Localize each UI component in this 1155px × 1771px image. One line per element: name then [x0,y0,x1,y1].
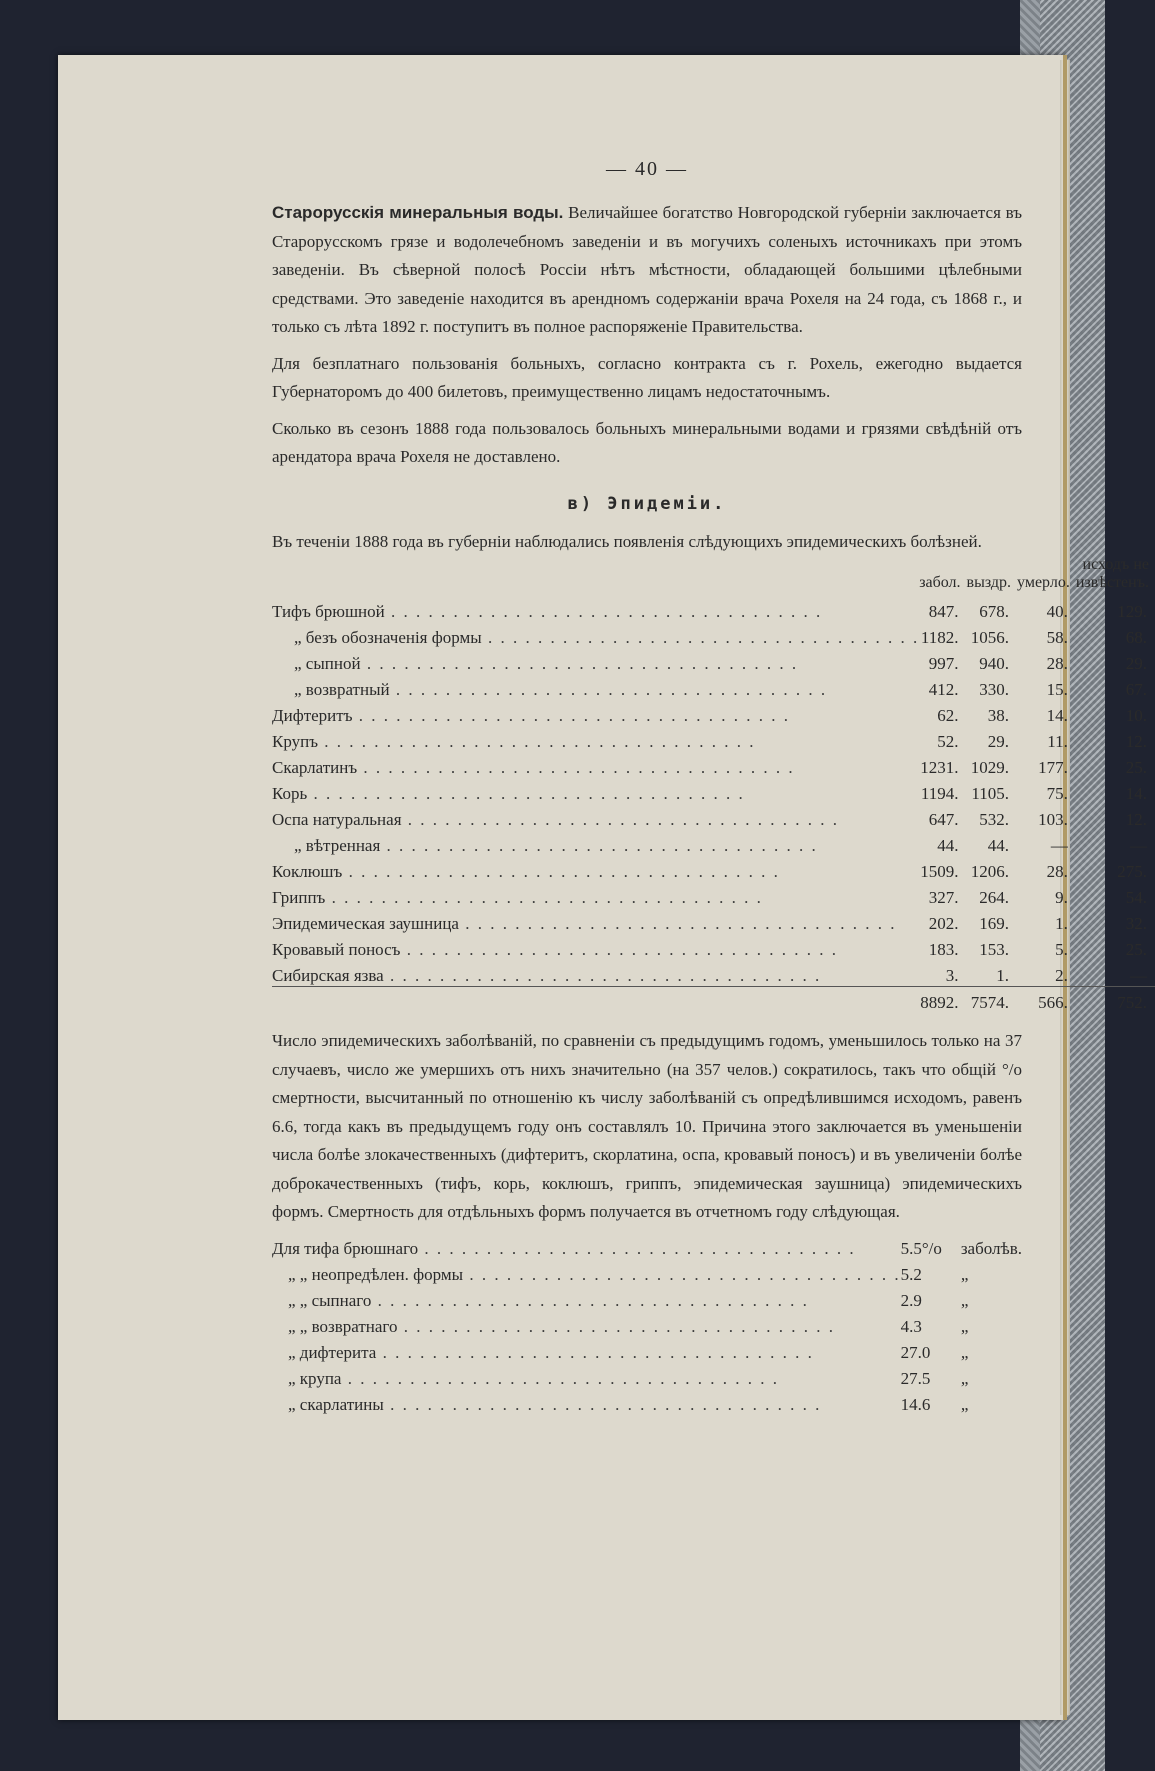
page-content [272,158,1149,1415]
table-header-row [272,556,1155,596]
table-cell: 62. [937,706,959,725]
table-cell: 14. [1125,784,1147,803]
leader-dots [376,1343,814,1362]
mortality-table [272,1233,1022,1415]
header-died: умерло. [1017,574,1070,591]
mortality-row [272,1285,1022,1311]
mortality-label: „ „ сыпнаго [288,1290,372,1310]
mortality-row [272,1337,1022,1363]
mortality-unit: „ [960,1264,969,1284]
leader-dots [341,1369,779,1388]
mortality-row [272,1311,1022,1337]
page-number: — 40 — [606,158,688,180]
mortality-value: 4.3 [900,1316,922,1336]
intro-paragraph-3: Сколько въ сезонъ 1888 года пользовалось больныхъ минеральными водами и грязями свѣдѣній отъ арендатора врача Рохеля не доставлено. [272,418,1022,466]
table-cell: 25. [1125,758,1147,777]
mortality-unit: „ [960,1316,969,1336]
mortality-value: 27.0 [900,1342,931,1362]
table-cell: 103. [1038,810,1068,829]
mortality-label: „ „ неопредѣлен. формы [288,1264,464,1284]
table-cell: 169. [979,914,1010,933]
disease-name [272,778,919,804]
mortality-form [272,1337,901,1363]
table-cell: 1231. [920,758,959,777]
disease-label: „ возвратный [294,680,390,699]
header-recovered: выздр. [966,574,1012,591]
leader-dots [307,784,745,803]
section-title: в) Эпидеміи. [567,493,727,514]
table-row [272,934,1155,960]
table-cell: 28. [1046,862,1068,881]
disease-label: Тифъ брюшной [272,602,385,621]
leader-dots [482,628,920,647]
disease-name [272,622,919,648]
leader-dots [463,1265,901,1284]
disease-label: Эпидемическая заушница [272,914,459,933]
table-cell: 5. [1055,940,1068,959]
table-row [272,648,1155,674]
mortality-value: 27.5 [900,1368,931,1388]
mortality-form [272,1233,901,1259]
table-cell: 177. [1038,758,1068,777]
disease-label: Гриппъ [272,888,326,907]
table-cell: 1509. [920,862,959,881]
epidemic-intro: Въ теченіи 1888 года въ губерніи наблюдались появленія слѣдующихъ эпидемическихъ болѣзней. [272,531,982,551]
disease-name [272,856,919,882]
table-cell: 264. [979,888,1010,907]
table-cell: — [1129,966,1147,985]
table-cell: 54. [1125,888,1147,907]
table-cell: 11. [1047,732,1068,751]
table-cell: 10. [1125,706,1147,725]
leader-dots [459,914,897,933]
leader-dots [390,680,828,699]
table-cell: 330. [979,680,1010,699]
table-cell: — [1129,836,1147,855]
disease-name [272,934,919,960]
table-row [272,960,1155,987]
table-cell: 532. [979,810,1010,829]
leader-dots [357,758,795,777]
table-row [272,622,1155,648]
mortality-label: „ скарлатины [288,1394,384,1414]
disease-label: Сибирская язва [272,966,384,985]
table-row [272,752,1155,778]
table-cell: 1206. [970,862,1010,881]
leader-dots [418,1239,856,1258]
leader-dots [342,862,780,881]
table-cell: 12. [1125,732,1147,751]
table-row [272,908,1155,934]
table-row [272,726,1155,752]
disease-name [272,752,919,778]
table-cell: 647. [928,810,959,829]
leader-dots [318,732,756,751]
table-row [272,596,1155,622]
leader-dots [385,602,823,621]
table-cell: 1182. [920,628,959,647]
table-cell: 202. [928,914,959,933]
table-cell: 58. [1046,628,1068,647]
table-cell: 28. [1046,654,1068,673]
disease-name [272,960,919,987]
total-recovered: 7574. [967,987,1017,1014]
mortality-form [272,1311,901,1337]
disease-name [272,648,919,674]
table-row [272,674,1155,700]
mortality-unit: „ [960,1394,969,1414]
disease-label: Скарлатинъ [272,758,358,777]
mortality-form [272,1259,901,1285]
mortality-value: 5.2 [900,1264,922,1284]
total-ill: 8892. [919,987,966,1014]
mortality-row [272,1363,1022,1389]
table-cell: 940. [979,654,1010,673]
leader-dots [371,1291,809,1310]
intro-paragraph-1 [272,199,1022,342]
leader-dots [361,654,799,673]
disease-label: „ вѣтренная [294,836,381,855]
mortality-value: 2.9 [900,1290,922,1310]
disease-label: Коклюшъ [272,862,343,881]
disease-name [272,882,919,908]
table-cell: 25. [1125,940,1147,959]
table-cell: 12. [1125,810,1147,829]
table-cell: 68. [1125,628,1147,647]
disease-label: Кровавый поносъ [272,940,401,959]
table-cell: 129. [1117,602,1147,621]
disease-name [272,596,919,622]
totals-row [272,987,1155,1014]
mortality-value: 14.6 [900,1394,931,1414]
table-cell: 678. [979,602,1010,621]
table-cell: 29. [1125,654,1147,673]
table-cell: 327. [928,888,959,907]
table-cell: 29. [987,732,1010,751]
mortality-unit: „ [960,1342,969,1362]
disease-name [272,700,919,726]
mortality-unit: „ [960,1290,969,1310]
leader-dots [384,966,822,985]
intro-paragraph-2: Для безплатнаго пользованія больныхъ, согласно контракта съ г. Рохель, ежегодно выдается Губернаторомъ до 400 билетовъ, преимущественно лицамъ недостаточнымъ. [272,353,1022,401]
table-cell: 2. [1055,966,1068,985]
disease-name [272,804,919,830]
leader-dots [402,810,840,829]
table-row [272,700,1155,726]
table-cell: — [1050,836,1068,855]
table-cell: 1105. [971,784,1010,803]
table-row [272,830,1155,856]
mortality-unit: заболѣв. [960,1238,1022,1258]
table-cell: 14. [1046,706,1068,725]
disease-name [272,674,919,700]
header-ill: забол. [919,574,961,591]
summary-paragraph: Число эпидемическихъ заболѣваній, по сравненіи съ предыдущимъ годомъ, уменьшилось только на 37 случаевъ, число же умершихъ отъ нихъ значительно (на 357 челов.) сократилось, такъ что общій °/о смертности, высчитанный по отношенію къ числу заболѣваній съ опредѣлившимся исходомъ, равенъ 6.6, тогда какъ въ предыдущемъ году онъ составлялъ 10. Причина этого заключается въ уменьшеніи числа болѣе злокачественныхъ (дифтеритъ, скорлатина, оспа, кровавый поносъ) и въ увеличеніи болѣе доброкачественныхъ (тифъ, корь, коклюшъ, гриппъ, эпидемическая заушница) эпидемическихъ формъ. Смертность для отдѣльныхъ формъ получается въ отчетномъ году слѣдующая. [272,1031,1022,1221]
mortality-label: „ „ возвратнаго [288,1316,398,1336]
table-cell: 997. [928,654,959,673]
mortality-row [272,1389,1022,1415]
leader-dots [353,706,791,725]
table-cell: 15. [1046,680,1068,699]
table-cell: 38. [987,706,1010,725]
table-cell: 847. [928,602,959,621]
table-cell: 44. [937,836,959,855]
mortality-label: „ дифтерита [288,1342,377,1362]
mortality-value: 5.5°/о [900,1238,942,1258]
header-unknown: исходъ не извѣстенъ. [1075,556,1149,591]
table-cell: 67. [1125,680,1147,699]
table-cell: 32. [1125,914,1147,933]
leader-dots [400,940,838,959]
leader-dots [397,1317,835,1336]
table-row [272,882,1155,908]
leader-dots [380,836,818,855]
table-cell: 1. [996,966,1010,985]
mortality-label: „ крупа [288,1368,342,1388]
mortality-unit: „ [960,1368,969,1388]
table-cell: 52. [937,732,959,751]
table-cell: 9. [1055,888,1068,907]
disease-label: Дифтеритъ [272,706,353,725]
disease-label: Крупъ [272,732,319,751]
table-row [272,778,1155,804]
mortality-form [272,1389,901,1415]
mortality-row [272,1259,1022,1285]
disease-label: Оспа натуральная [272,810,402,829]
disease-label: „ сыпной [294,654,361,673]
table-cell: 1. [1055,914,1068,933]
table-cell: 153. [979,940,1010,959]
leader-dots [384,1395,822,1414]
mortality-form [272,1363,901,1389]
table-cell: 44. [987,836,1010,855]
table-cell: 1194. [920,784,959,803]
table-cell: 40. [1046,602,1068,621]
table-row [272,804,1155,830]
table-cell: 275. [1117,862,1147,881]
intro-text-1: Величайшее богатство Новгородской губерніи заключается въ Старорусскомъ грязе и водолечебномъ заведеніи и въ могучихъ соленыхъ источникахъ при этомъ заведеніи. Въ сѣверной полосѣ Россіи нѣтъ мѣстности, обладающей большими цѣлебными средствами. Это заведеніе находится въ арендномъ содержаніи врача Рохеля на 24 года, съ 1868 г., и только съ лѣта 1892 г. поступитъ въ полное распоряженіе Правительства. [272,203,1022,336]
table-cell: 412. [928,680,959,699]
table-cell: 75. [1046,784,1068,803]
disease-label: Корь [272,784,308,803]
disease-name [272,830,919,856]
table-row [272,856,1155,882]
mortality-row [272,1233,1022,1259]
mortality-label: Для тифа брюшнаго [272,1238,419,1258]
disease-label: „ безъ обозначенія формы [294,628,482,647]
disease-name [272,726,919,752]
leader-dots [325,888,763,907]
epidemic-table [272,556,1155,1013]
table-cell: 1029. [970,758,1010,777]
disease-name [272,908,919,934]
table-cell: 3. [945,966,959,985]
total-unknown: 752. [1076,987,1155,1014]
table-cell: 183. [928,940,959,959]
mortality-form [272,1285,901,1311]
table-cell: 1056. [970,628,1010,647]
intro-heading: Старорусскія минеральныя воды. [272,203,564,222]
total-died: 566. [1017,987,1076,1014]
